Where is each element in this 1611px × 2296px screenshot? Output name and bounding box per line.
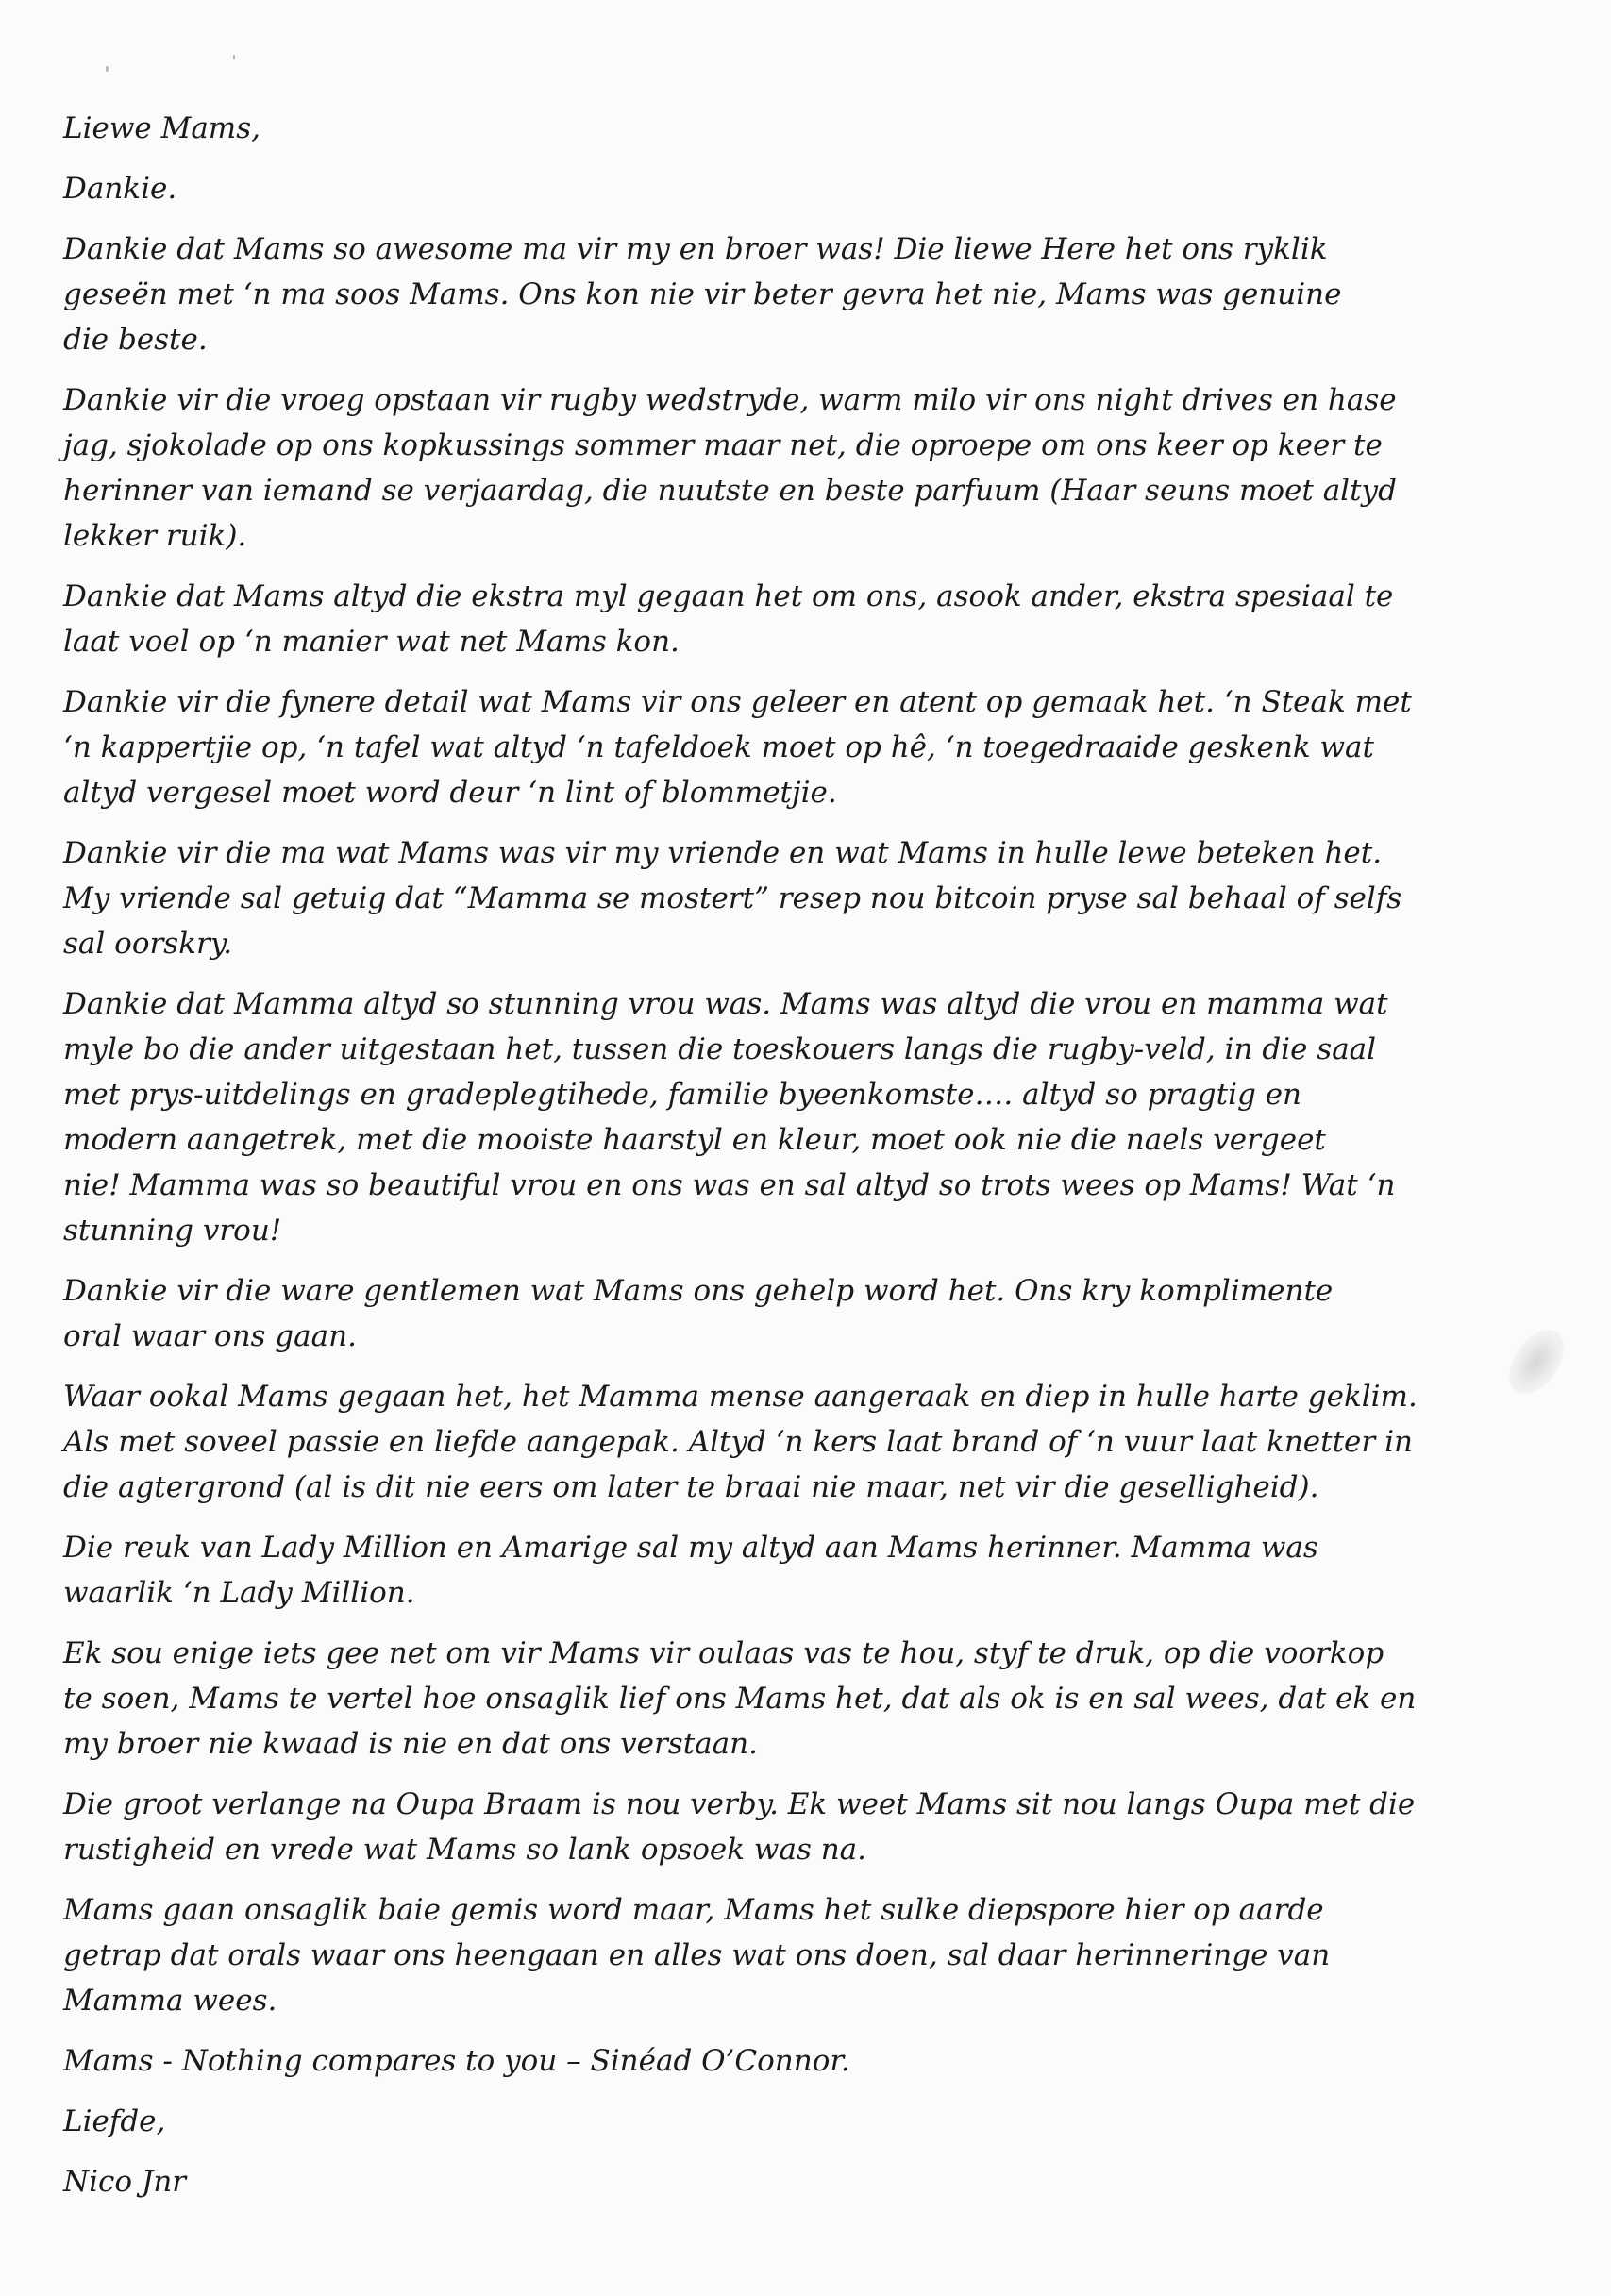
paragraph-missed: Mams gaan onsaglik baie gemis word maar, Mams het sulke diepspore hier op aarde getrap dat orals waar ons heengaan en alles wat ons doen, sal daar herinneringe van Mamma wees. bbox=[63, 1893, 1331, 2018]
closing: Liefde, bbox=[63, 2104, 166, 2138]
paragraph-oupa-braam: Die groot verlange na Oupa Braam is nou verby. Ek weet Mams sit nou langs Oupa met die rustigheid en vrede wat Mams so lank opsoek was na. bbox=[63, 1787, 1416, 1867]
scan-smudge bbox=[1498, 1320, 1574, 1404]
paragraph-awesome-mother: Dankie dat Mams so awesome ma vir my en broer was! Die liewe Here het ons ryklik geseën met ‘n ma soos Mams. Ons kon nie vir beter gevra het nie, Mams was genuine die beste. bbox=[63, 232, 1342, 357]
paragraph-touched-hearts: Waar ookal Mams gegaan het, het Mamma mense aangeraak en diep in hulle harte geklim. Als met soveel passie en liefde aangepak. Altyd ‘n kers laat brand of ‘n vuur laat knetter in die agtergrond (al is dit nie eers om later te braai nie maar, net vir die geselligheid). bbox=[63, 1380, 1418, 1504]
paragraph-early-mornings: Dankie vir die vroeg opstaan vir rugby wedstryde, warm milo vir ons night drives en hase jag, sjokolade op ons kopkussings sommer maar net, die oproepe om ons keer op keer te herinner van iemand se verjaardag, die nuutste en beste parfuum (Haar seuns moet altyd lekker ruik). bbox=[63, 383, 1397, 553]
letter-body bbox=[63, 106, 1479, 2204]
scan-speck bbox=[106, 66, 109, 72]
paragraph-lady-million: Die reuk van Lady Million en Amarige sal my altyd aan Mams herinner. Mamma was waarlik ‘n Lady Million. bbox=[63, 1531, 1318, 1610]
signature: Nico Jnr bbox=[63, 2165, 187, 2199]
paragraph-thanks: Dankie. bbox=[63, 172, 177, 206]
paragraph-gentlemen: Dankie vir die ware gentlemen wat Mams ons gehelp word het. Ons kry komplimente oral waar ons gaan. bbox=[63, 1274, 1334, 1353]
salutation: Liewe Mams, bbox=[63, 111, 260, 145]
paragraph-friends: Dankie vir die ma wat Mams was vir my vriende en wat Mams in hulle lewe beteken het. My vriende sal getuig dat “Mamma se mostert” resep nou bitcoin pryse sal behaal of selfs sal oorskry. bbox=[63, 836, 1402, 961]
paragraph-hold-once-more: Ek sou enige iets gee net om vir Mams vir oulaas vas te hou, styf te druk, op die voorkop te soen, Mams te vertel hoe onsaglik lief ons Mams het, dat als ok is en sal wees, dat ek en my broer nie kwaad is nie en dat ons verstaan. bbox=[63, 1636, 1417, 1761]
paragraph-finer-details: Dankie vir die fynere detail wat Mams vir ons geleer en atent op gemaak het. ‘n Steak met ‘n kappertjie op, ‘n tafel wat altyd ‘n tafeldoek moet op hê, ‘n toegedraaide geskenk wat altyd vergesel moet word deur ‘n lint of blommetjie. bbox=[63, 685, 1412, 810]
paragraph-stunning-woman: Dankie dat Mamma altyd so stunning vrou was. Mams was altyd die vrou en mamma wat myle bo die ander uitgestaan het, tussen die toeskouers langs die rugby-veld, in die saal met prys-uitdelings en gradeplegtihede, familie byeenkomste…. altyd so pragtig en modern aangetrek, met die mooiste haarstyl en kleur, moet ook nie die naels vergeet nie! Mamma was so beautiful vrou en ons was en sal altyd so trots wees op Mams! Wat ‘n stunning vrou! bbox=[63, 987, 1396, 1248]
paragraph-extra-mile: Dankie dat Mams altyd die ekstra myl gegaan het om ons, asook ander, ekstra spesiaal te laat voel op ‘n manier wat net Mams kon. bbox=[63, 579, 1394, 659]
scan-speck bbox=[233, 55, 235, 59]
paragraph-nothing-compares: Mams - Nothing compares to you – Sinéad O’Connor. bbox=[63, 2044, 850, 2078]
